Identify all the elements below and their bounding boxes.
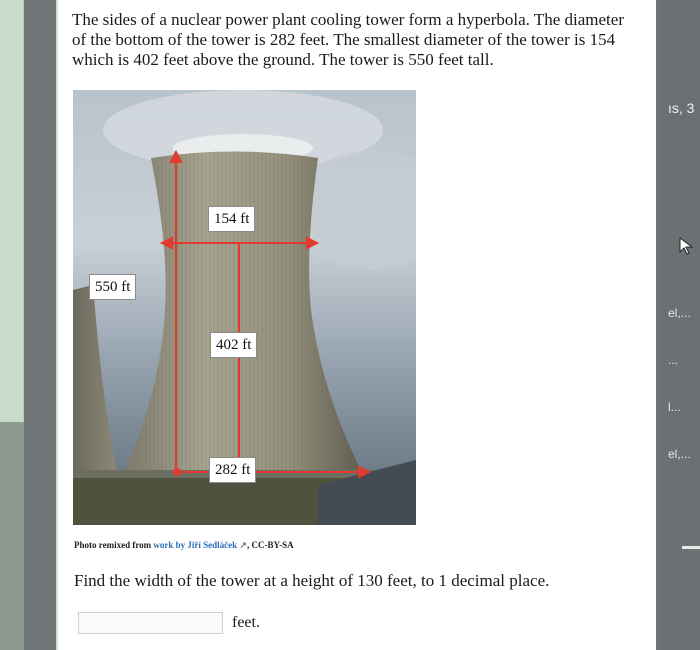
cursor-icon	[678, 236, 694, 256]
question-text: The sides of a nuclear power plant cooling tower form a hyperbola. The diameter of the bottom of the tower is 282 feet. The smallest diameter of the tower is 154 which is 402 feet above the ground. The tower is 550 feet tall.	[72, 10, 624, 69]
cooling-tower-photo	[73, 90, 416, 525]
credit-prefix: Photo remixed from	[74, 540, 152, 550]
answer-input[interactable]	[78, 612, 223, 634]
right-sidebar-item[interactable]: ıs, 3	[668, 100, 695, 116]
left-panel-edge	[0, 0, 24, 422]
right-sidebar-item[interactable]: ...	[668, 353, 679, 367]
external-link-icon[interactable]: ↗	[239, 540, 247, 550]
right-sidebar-item[interactable]: el,...	[668, 447, 691, 461]
credit-link[interactable]: work by Jiří Sedláček	[153, 540, 238, 550]
credit-license: , CC-BY-SA	[246, 540, 294, 550]
collapse-mark[interactable]	[682, 546, 700, 549]
right-sidebar-item[interactable]: el,...	[668, 306, 691, 320]
smallest-diameter-label: 154 ft	[208, 206, 255, 232]
question-panel	[58, 0, 656, 650]
base-diameter-label: 282 ft	[209, 457, 256, 483]
throat-height-label: 402 ft	[210, 332, 257, 358]
answer-unit: feet.	[232, 614, 260, 631]
photo-credit	[74, 540, 294, 551]
height-label: 550 ft	[89, 274, 136, 300]
find-prompt: Find the width of the tower at a height of 130 feet, to 1 decimal place.	[74, 571, 550, 590]
right-sidebar	[660, 0, 700, 650]
right-sidebar-item[interactable]: l...	[668, 400, 681, 414]
